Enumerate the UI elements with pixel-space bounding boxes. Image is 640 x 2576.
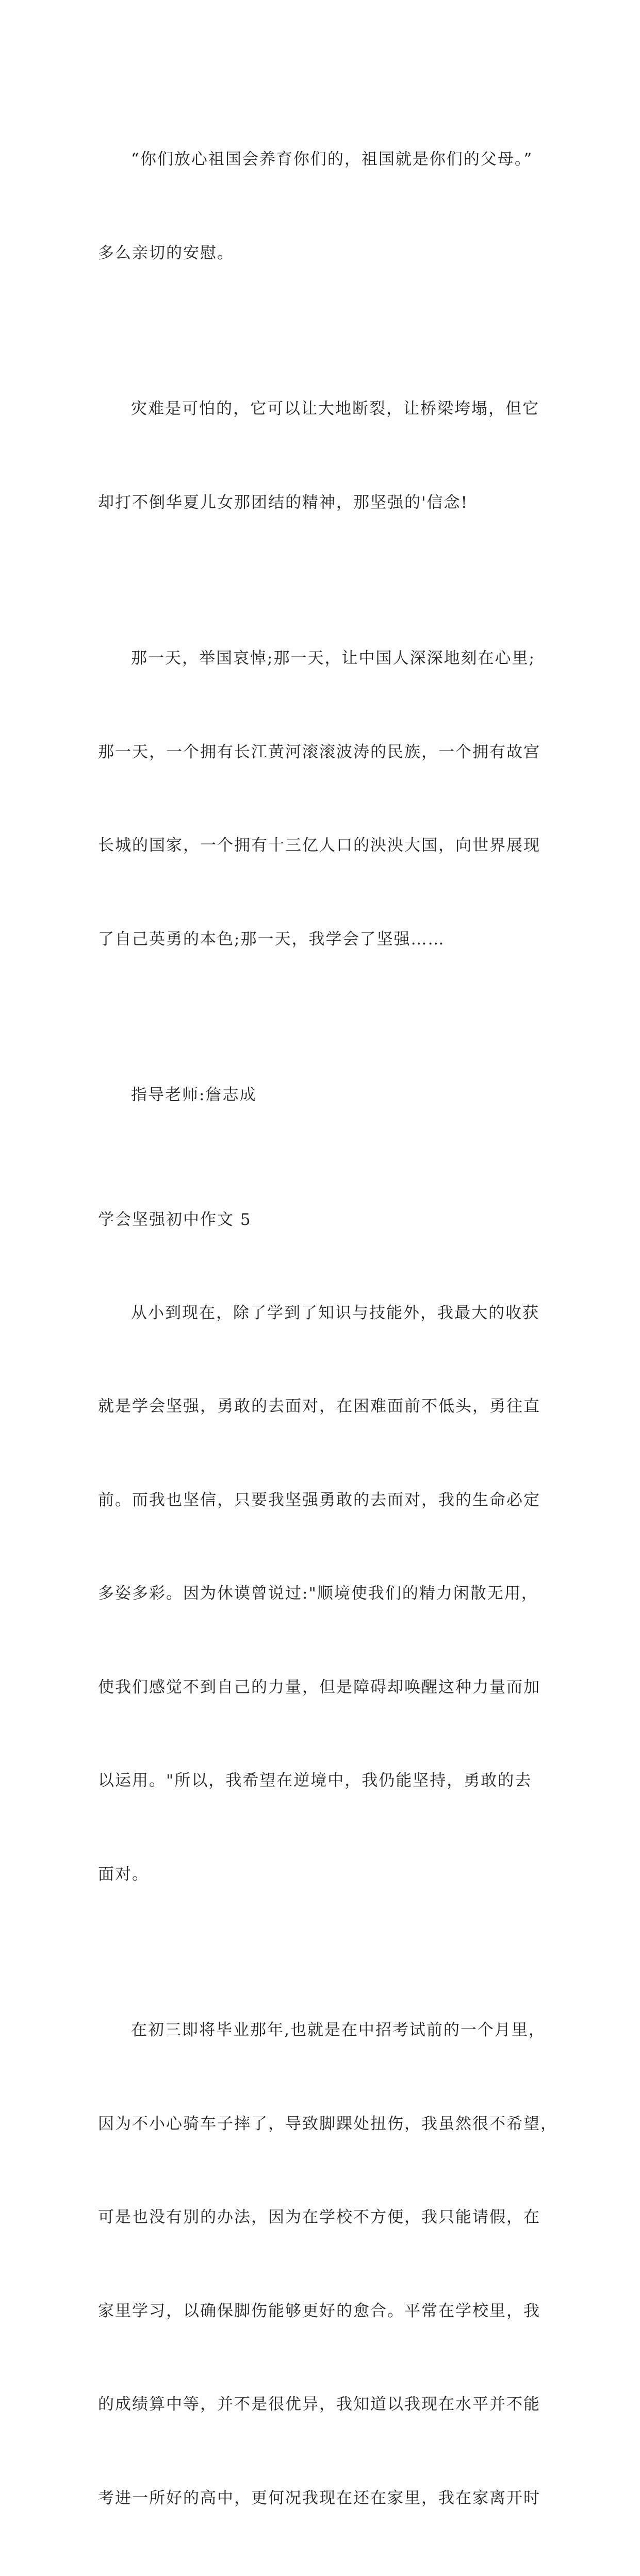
section-gap bbox=[98, 1173, 541, 1204]
paragraph-line: 那一天，一个拥有长江黄河滚滚波涛的民族，一个拥有故宫 bbox=[98, 742, 540, 761]
paragraph-line: “你们放心祖国会养育你们的，祖国就是你们的父母。” bbox=[131, 150, 533, 169]
paragraph bbox=[98, 580, 541, 1017]
paragraph-line: 却打不倒华夏儿女那团结的精神，那坚强的'信念! bbox=[98, 493, 468, 512]
paragraph-line: 了自己英勇的本色;那一天，我学会了坚强…… bbox=[98, 929, 445, 949]
paragraph-line: 多么亲切的安慰。 bbox=[98, 243, 234, 262]
paragraph-line: 灾难是可怕的，它可以让大地断裂，让桥梁垮塌，但它 bbox=[131, 400, 539, 418]
paragraph-line: 因为不小心骑车子摔了，导致脚踝处扭伤，我虽然很不希望， bbox=[98, 2114, 557, 2133]
paragraph-line: 考进一所好的高中，更何况我现在还在家里，我在家离开时 bbox=[98, 2488, 540, 2507]
paragraph bbox=[98, 1235, 541, 1953]
paragraph bbox=[98, 331, 541, 580]
paragraph-line: 可是也没有别的办法，因为在学校不方便，我只能请假，在 bbox=[98, 2208, 540, 2226]
paragraph bbox=[98, 1017, 541, 1173]
section-title: 学会坚强初中作文 5 bbox=[98, 1210, 252, 1229]
paragraph bbox=[98, 1952, 557, 2576]
paragraph-line: 的成绩算中等，并不是很优异，我知道以我现在水平并不能 bbox=[98, 2395, 540, 2414]
paragraph-line: 前。而我也坚信，只要我坚强勇敢的去面对，我的生命必定 bbox=[98, 1490, 540, 1509]
paragraph-line: 以运用。"所以，我希望在逆境中，我仍能坚持，勇敢的去 bbox=[98, 1771, 532, 1790]
document-page bbox=[98, 81, 557, 2576]
paragraph-line: 面对。 bbox=[98, 1865, 149, 1884]
advisor-line: 指导老师:詹志成 bbox=[131, 1086, 257, 1104]
paragraph-line: 多姿多彩。因为休谟曾说过:"顺境使我们的精力闲散无用， bbox=[98, 1584, 538, 1603]
paragraph-line: 长城的国家，一个拥有十三亿人口的泱泱大国，向世界展现 bbox=[98, 836, 540, 855]
paragraph-line: 从小到现在，除了学到了知识与技能外，我最大的收获 bbox=[131, 1303, 539, 1322]
paragraph bbox=[98, 81, 541, 331]
paragraph-line: 那一天，举国哀悼;那一天，让中国人深深地刻在心里; bbox=[131, 649, 535, 668]
paragraph-line: 家里学习，以确保脚伤能够更好的愈合。平常在学校里，我 bbox=[98, 2301, 540, 2320]
paragraph-line: 使我们感觉不到自己的力量，但是障碍却唤醒这种力量而加 bbox=[98, 1677, 540, 1697]
paragraph-line: 就是学会坚强，勇敢的去面对，在困难面前不低头，勇往直 bbox=[98, 1397, 540, 1416]
paragraph-line: 在初三即将毕业那年,也就是在中招考试前的一个月里， bbox=[131, 2021, 546, 2039]
